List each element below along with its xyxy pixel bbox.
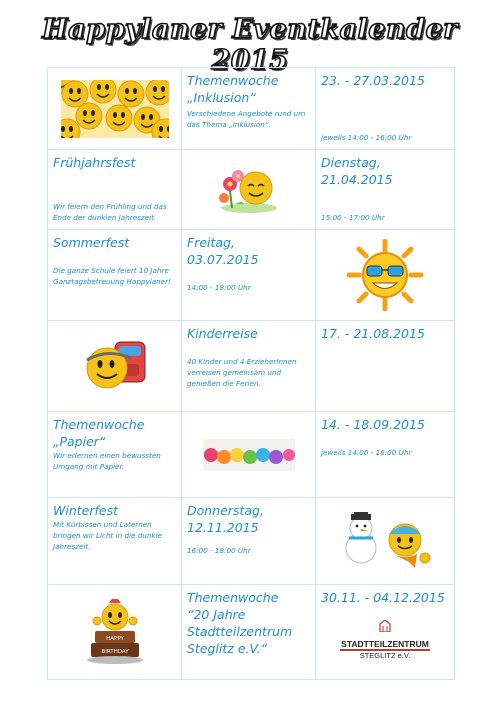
event-time: 16:00 - 18:00 Uhr xyxy=(187,546,251,555)
event-title-2: “20 Jahre xyxy=(187,607,246,622)
cake-text-happy: HAPPY xyxy=(105,636,124,642)
smiley-backpack-icon xyxy=(77,338,153,394)
event-description: Verschiedene Angebote rund um das Thema „Inklusion“. xyxy=(187,109,306,129)
date-cell xyxy=(316,412,455,498)
event-date: 17. - 21.08.2015 xyxy=(321,326,425,341)
paper-flower-garland-icon xyxy=(203,439,295,471)
event-cell xyxy=(48,498,182,585)
event-time: jeweils 14:00 - 16:00 Uhr xyxy=(321,448,412,457)
event-title: Themenwoche xyxy=(187,73,279,88)
image-cell xyxy=(316,498,455,585)
table-row xyxy=(48,150,455,230)
event-cell xyxy=(182,585,316,680)
event-description: Die ganze Schule feiert 10 Jahre Ganztagsbetreuung Happylaner! xyxy=(53,266,171,286)
event-cell xyxy=(182,321,316,412)
smiley-flowers-icon xyxy=(214,164,284,216)
event-date-2: 12.11.2015 xyxy=(187,520,259,535)
image-cell xyxy=(48,585,182,680)
image-cell xyxy=(48,68,182,150)
image-cell xyxy=(182,412,316,498)
event-title: Winterfest xyxy=(53,503,118,518)
cake-text-birthday: BIRTHDAY xyxy=(100,649,129,655)
date-cell xyxy=(316,68,455,150)
snowman-smiley-icon xyxy=(335,512,435,570)
event-cell xyxy=(48,412,182,498)
building-icon xyxy=(378,620,392,632)
logo-line-2: STEGLITZ e.V. xyxy=(359,651,411,660)
date-cell xyxy=(316,150,455,230)
event-date: 14. - 18.09.2015 xyxy=(321,417,425,432)
event-date: Dienstag, 21.04.2015 xyxy=(321,155,393,187)
event-title-2: „Papier“ xyxy=(53,434,106,449)
table-row xyxy=(48,321,455,412)
event-title: Sommerfest xyxy=(53,235,130,250)
event-cell xyxy=(48,150,182,230)
table-row xyxy=(48,498,455,585)
event-date: 23. - 27.03.2015 xyxy=(321,73,425,88)
event-date: 30.11. - 04.12.2015 xyxy=(321,590,445,605)
date-cell xyxy=(316,321,455,412)
table-row xyxy=(48,412,455,498)
event-description: 40 Kinder und 4 ErzieherInnen verreisen gemeinsam und genießen die Ferien. xyxy=(187,357,297,388)
event-calendar-table xyxy=(47,67,455,680)
event-cell xyxy=(48,230,182,321)
event-date: Freitag, 03.07.2015 xyxy=(187,235,259,267)
image-cell xyxy=(316,230,455,321)
smiley-crowd-icon xyxy=(61,80,169,138)
event-description: Wir erlernen einen bewussten Umgang mit Papier. xyxy=(53,451,161,471)
event-description: Mit Kürbissen und Laternen bringen wir Licht in die dunkle Jahreszeit. xyxy=(53,520,162,551)
stadtteilzentrum-logo xyxy=(321,620,449,661)
table-row xyxy=(48,585,455,680)
image-cell xyxy=(48,321,182,412)
image-cell xyxy=(182,150,316,230)
logo-line-1: STADTTEILZENTRUM xyxy=(341,639,429,649)
date-cell xyxy=(316,585,455,680)
table-row xyxy=(48,68,455,150)
event-time: jeweils 14:00 - 16:00 Uhr xyxy=(321,133,412,142)
event-description: Wir feiern den Frühling und das Ende der dunklen Jahreszeit. xyxy=(53,202,167,222)
event-title-3: Stadtteilzentrum xyxy=(187,624,293,639)
smiley-birthday-cake-icon xyxy=(83,599,147,665)
sun-sunglasses-icon xyxy=(345,239,425,311)
event-date: Donnerstag, xyxy=(187,503,264,518)
event-title-4: Steglitz e.V.“ xyxy=(187,641,268,656)
table-row xyxy=(48,230,455,321)
date-cell xyxy=(182,498,316,585)
event-time: 14:00 - 18:00 Uhr xyxy=(187,283,251,292)
event-title: Frühjahrsfest xyxy=(53,155,136,170)
event-title-2: „Inklusion“ xyxy=(187,90,256,105)
date-cell xyxy=(182,230,316,321)
event-title: Kinderreise xyxy=(187,326,258,341)
page-title: Happylaner Eventkalender 2015 xyxy=(42,14,458,76)
event-title: Themenwoche xyxy=(187,590,279,605)
event-time: 15:00 - 17:00 Uhr xyxy=(321,213,385,222)
event-title: Themenwoche xyxy=(53,417,145,432)
event-cell xyxy=(182,68,316,150)
